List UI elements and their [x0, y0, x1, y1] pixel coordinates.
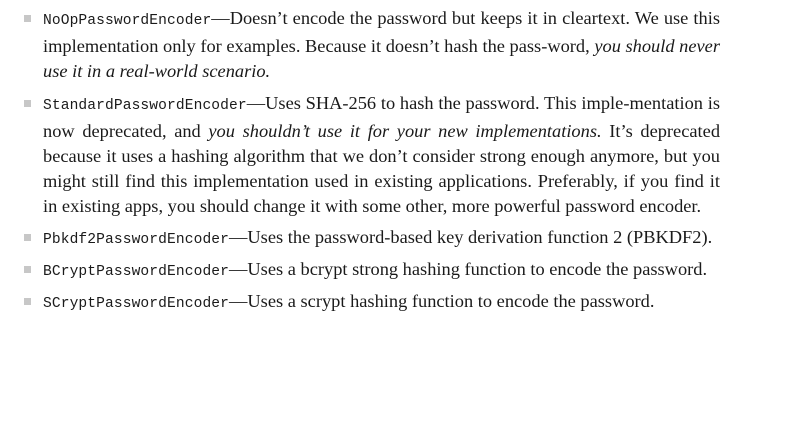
square-bullet-icon — [24, 234, 31, 241]
emphasized-warning: you should never use it in a real-world scenario. — [43, 36, 720, 82]
square-bullet-icon — [24, 15, 31, 22]
description-text: —Uses a scrypt hashing function to encode the password. — [229, 291, 655, 312]
class-name-code: BCryptPasswordEncoder — [43, 263, 230, 280]
description-text: —Uses a bcrypt strong hashing function to encode the password. — [229, 258, 708, 279]
description-text: —Uses the password-based key derivation function 2 (PBKDF2). — [229, 226, 713, 247]
list-item-bcrypt-encoder — [24, 257, 720, 285]
description-continuation: It’s deprecated because it uses a hashing algorithm that we don’t consider strong enough anymore, but you might still find this implementation used in existing applications. Preferably, if you find it in existing apps, you should change it with some other, more powerful password encoder. — [43, 120, 721, 217]
document-body — [24, 6, 720, 323]
list-item-pbkdf2-encoder — [24, 225, 720, 253]
class-name-code: NoOpPasswordEncoder — [43, 13, 212, 29]
list-item-standard-encoder — [24, 91, 720, 220]
class-name-code: Pbkdf2PasswordEncoder — [43, 231, 230, 248]
emphasized-warning: you shouldn’t use it for your new implementations. — [208, 120, 602, 141]
class-name-code: StandardPasswordEncoder — [43, 97, 247, 114]
list-item-scrypt-encoder — [24, 289, 720, 317]
list-item-noop-encoder — [24, 6, 720, 85]
square-bullet-icon — [24, 100, 31, 107]
description-text: —Doesn’t encode the password but keeps it in cleartext. We use this implementation only for examples. Because it doesn’t hash the pass-word, — [43, 8, 720, 57]
description-text: —Uses SHA-256 to hash the password. This imple-mentation is now deprecated, and — [43, 92, 720, 141]
class-name-code: SCryptPasswordEncoder — [43, 296, 230, 313]
square-bullet-icon — [24, 266, 31, 273]
square-bullet-icon — [24, 298, 31, 305]
